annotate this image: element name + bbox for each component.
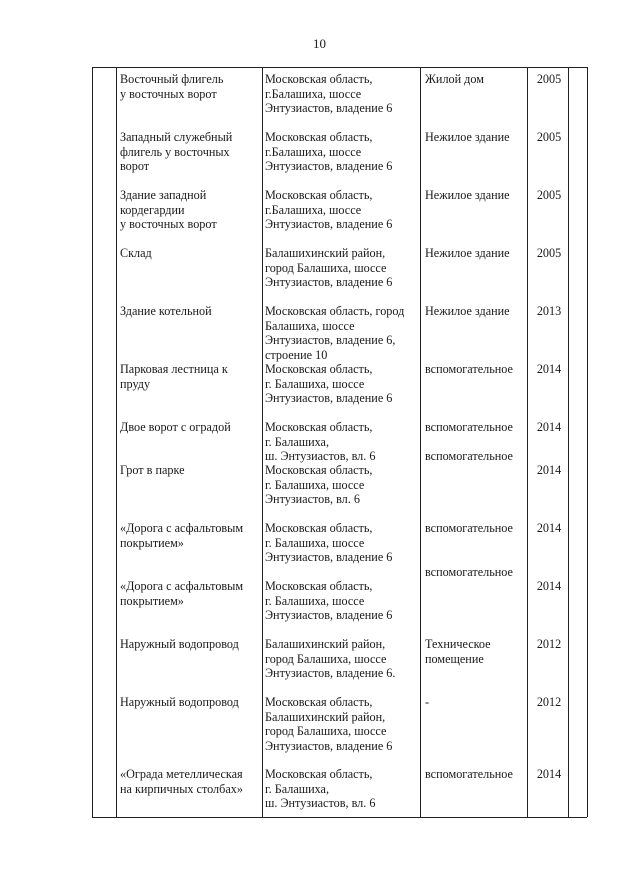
object-type: Нежилое здание <box>425 188 510 202</box>
object-year: 2014 <box>536 362 562 376</box>
object-year: 2005 <box>536 130 562 144</box>
object-type: вспомогательное <box>425 449 513 463</box>
column-divider <box>527 67 528 817</box>
object-year: 2012 <box>536 637 562 651</box>
object-address: Московская область, г.Балашиха, шоссе Энтузиастов, владение 6 <box>265 72 393 116</box>
object-year: 2014 <box>536 521 562 535</box>
object-name: Здание котельной <box>120 304 212 318</box>
object-address: Балашихинский район, город Балашиха, шоссе Энтузиастов, владение 6. <box>265 637 396 681</box>
object-type: Нежилое здание <box>425 130 510 144</box>
object-type: вспомогательное <box>425 521 513 535</box>
object-address: Московская область, Балашихинский район, город Балашиха, шоссе Энтузиастов, владение 6 <box>265 695 393 753</box>
object-name: Наружный водопровод <box>120 637 239 651</box>
object-year: 2005 <box>536 72 562 86</box>
object-name: Здание западной кордегардии у восточных ворот <box>120 188 217 232</box>
column-divider <box>568 67 569 817</box>
object-name: Двое ворот с оградой <box>120 420 231 434</box>
table-border-right <box>587 67 588 817</box>
object-address: Московская область, г.Балашиха, шоссе Энтузиастов, владение 6 <box>265 188 393 232</box>
object-name: Склад <box>120 246 152 260</box>
object-address: Балашихинский район, город Балашиха, шоссе Энтузиастов, владение 6 <box>265 246 393 290</box>
object-address: Московская область, г. Балашиха, ш. Энтузиастов, вл. 6 <box>265 420 376 464</box>
object-name: Западный служебный флигель у восточных ворот <box>120 130 233 174</box>
object-type: Техническое помещение <box>425 637 491 666</box>
object-name: «Дорога с асфальтовым покрытием» <box>120 521 244 550</box>
object-name: Грот в парке <box>120 463 185 477</box>
object-address: Московская область, г. Балашиха, шоссе Энтузиастов, владение 6 <box>265 579 393 623</box>
object-year: 2005 <box>536 246 562 260</box>
object-name: Парковая лестница к пруду <box>120 362 228 391</box>
column-divider <box>262 67 263 817</box>
column-divider <box>420 67 421 817</box>
column-divider <box>116 67 117 817</box>
object-year: 2014 <box>536 420 562 434</box>
object-type: вспомогательное <box>425 420 513 434</box>
object-address: Московская область, г. Балашиха, ш. Энтузиастов, вл. 6 <box>265 767 376 811</box>
object-type: Жилой дом <box>425 72 484 86</box>
object-type: вспомогательное <box>425 362 513 376</box>
object-year: 2005 <box>536 188 562 202</box>
object-year: 2013 <box>536 304 562 318</box>
object-name: Восточный флигель у восточных ворот <box>120 72 224 101</box>
object-address: Московская область, г.Балашиха, шоссе Энтузиастов, владение 6 <box>265 130 393 174</box>
object-type: Нежилое здание <box>425 246 510 260</box>
object-type: - <box>425 695 430 709</box>
object-address: Московская область, г. Балашиха, шоссе Энтузиастов, вл. 6 <box>265 463 373 507</box>
page-number: 10 <box>313 36 326 51</box>
object-address: Московская область, г. Балашиха, шоссе Энтузиастов, владение 6 <box>265 521 393 565</box>
object-name: «Дорога с асфальтовым покрытием» <box>120 579 244 608</box>
object-year: 2014 <box>536 579 562 593</box>
object-type: Нежилое здание <box>425 304 510 318</box>
object-name: Наружный водопровод <box>120 695 239 709</box>
object-type: вспомогательное <box>425 767 513 781</box>
object-year: 2012 <box>536 695 562 709</box>
object-year: 2014 <box>536 767 562 781</box>
object-name: «Ограда метеллическая на кирпичных столбах» <box>120 767 243 796</box>
object-year: 2014 <box>536 463 562 477</box>
object-address: Московская область, город Балашиха, шоссе Энтузиастов, владение 6, строение 10 <box>265 304 405 362</box>
object-type: вспомогательное <box>425 565 513 579</box>
object-address: Московская область, г. Балашиха, шоссе Энтузиастов, владение 6 <box>265 362 393 406</box>
table-border-left <box>92 67 93 817</box>
